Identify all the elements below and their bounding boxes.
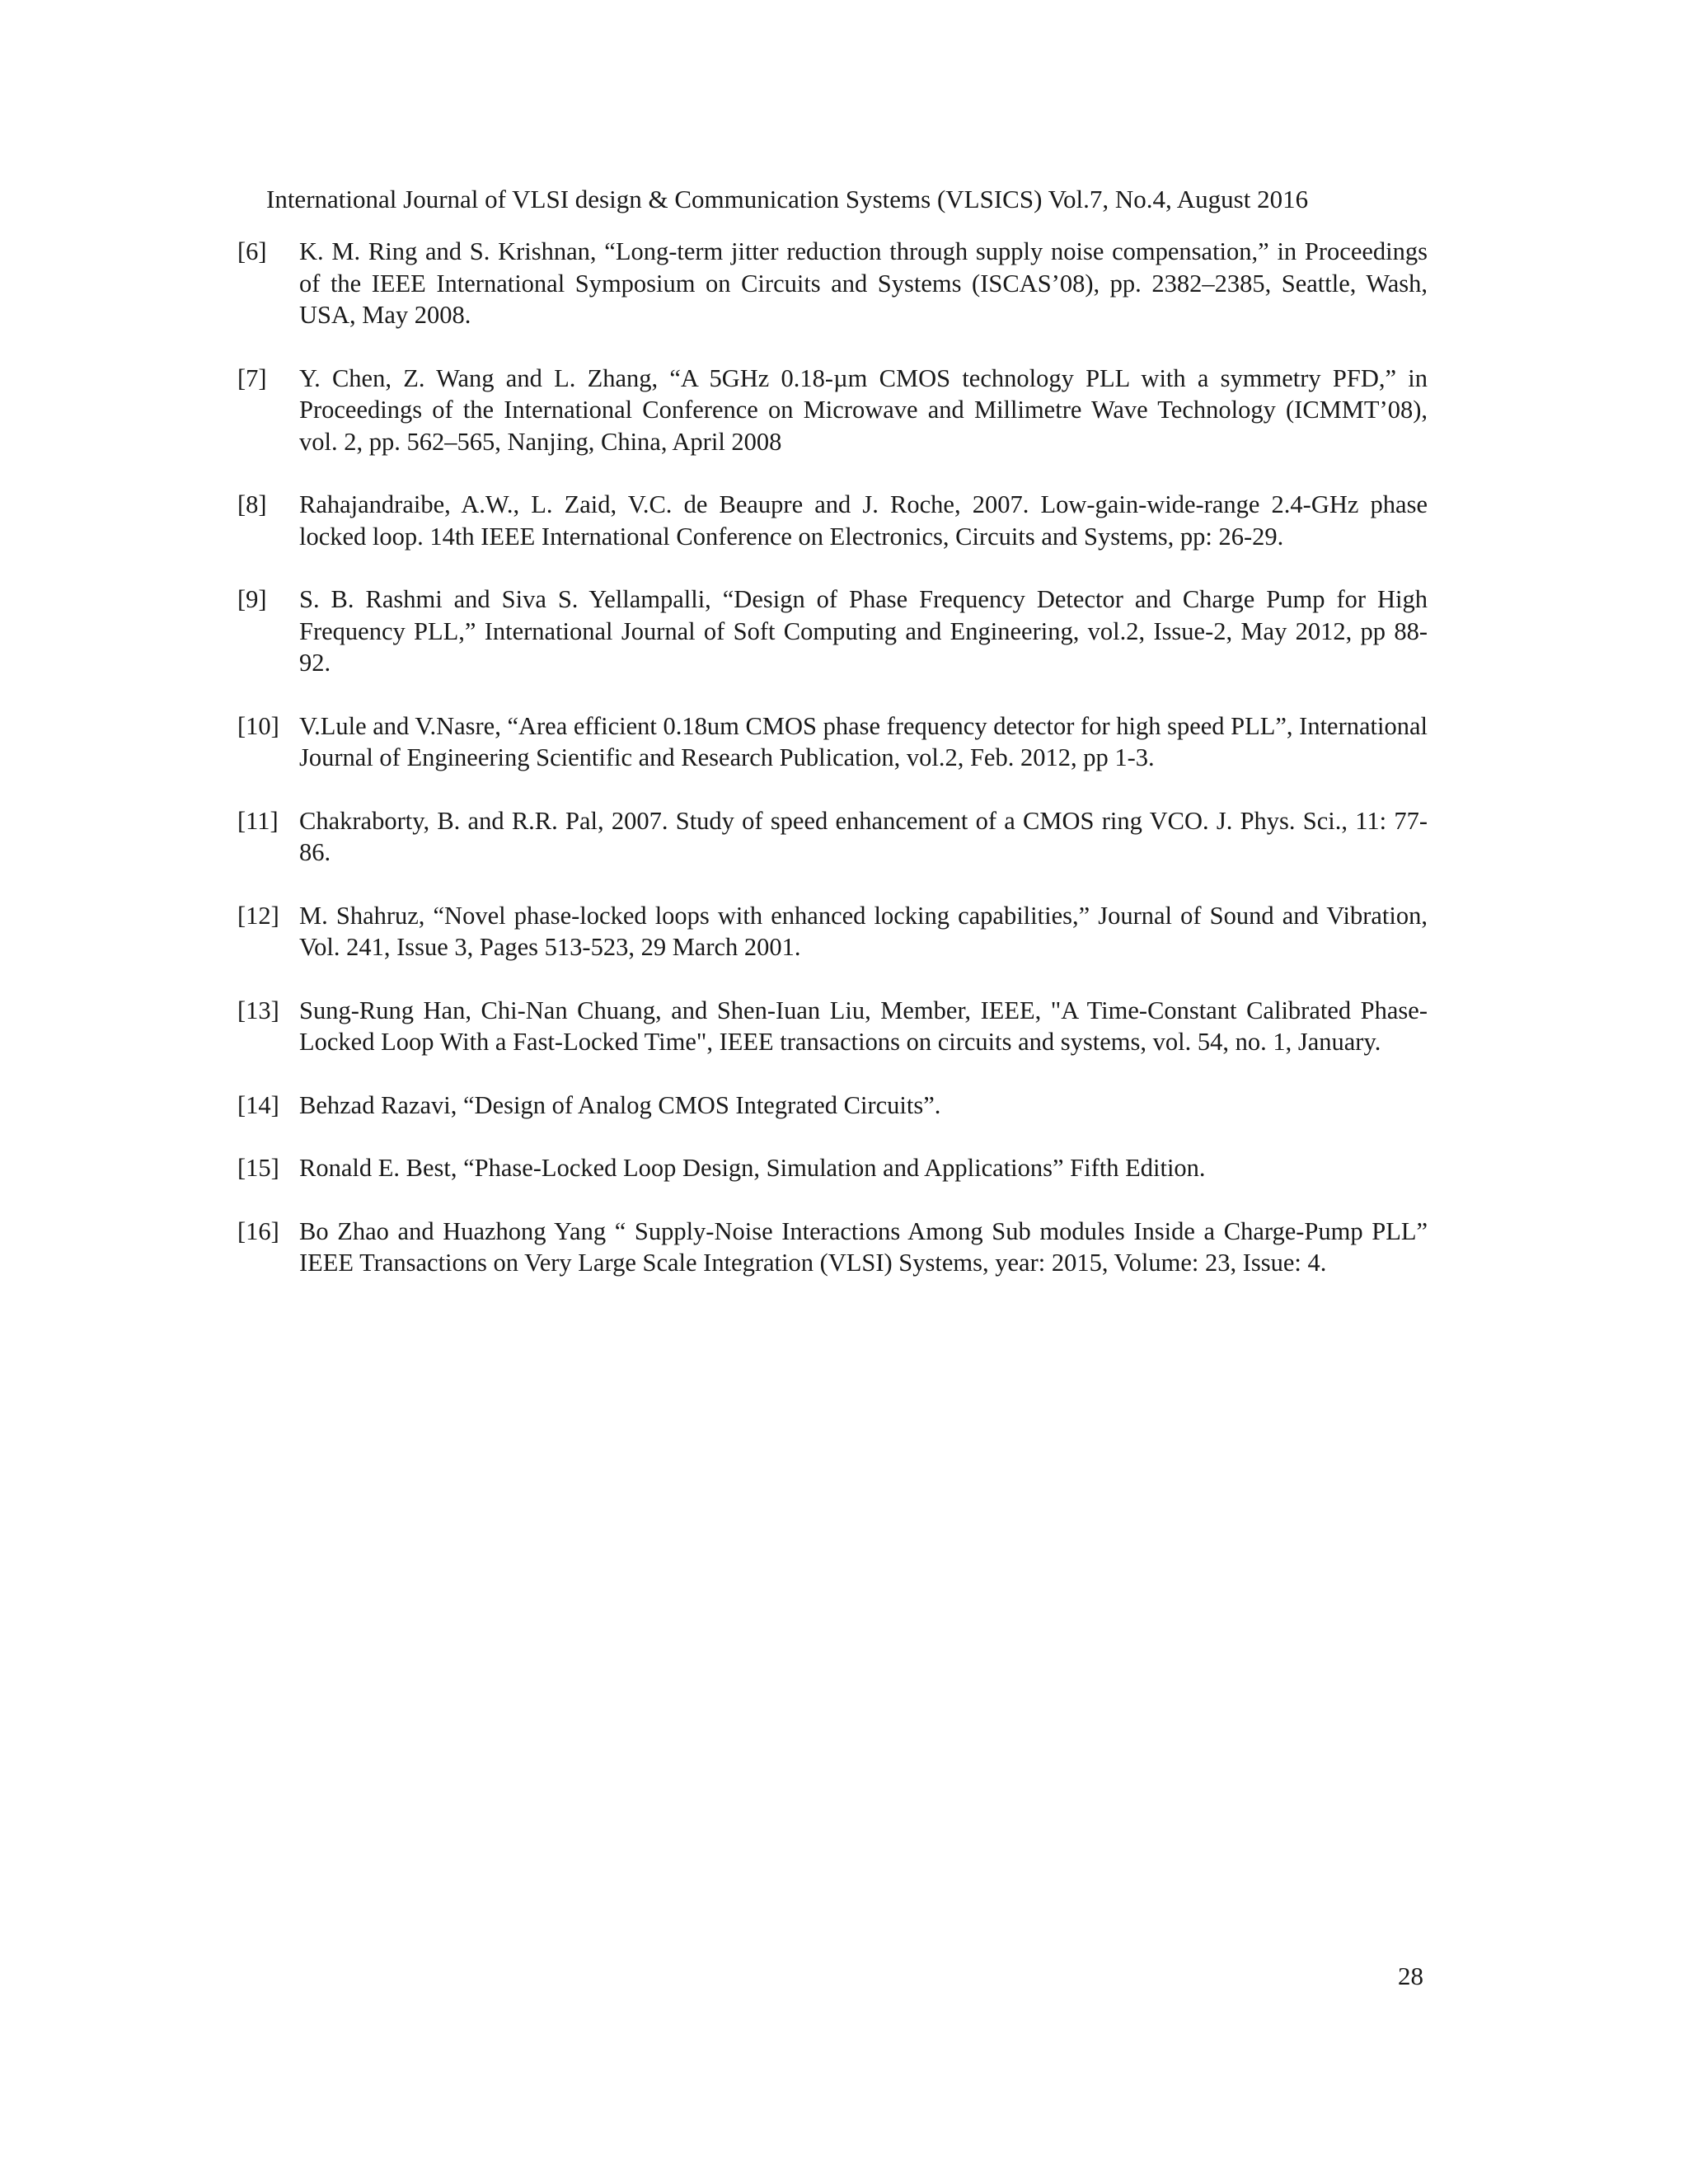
reference-text: V.Lule and V.Nasre, “Area efficient 0.18um CMOS phase frequency detector for high speed PLL”, International Journal of Engineering Scientific and Research Publication, vol.2, Feb. 2012, pp 1-3.: [299, 711, 1428, 771]
reference-text: Ronald E. Best, “Phase-Locked Loop Design, Simulation and Applications” Fifth Edition.: [299, 1154, 1206, 1182]
reference-item: [237, 583, 1428, 679]
reference-number: [13]: [237, 996, 279, 1024]
page-number: 28: [1398, 1961, 1423, 1990]
reference-item: [237, 1152, 1428, 1184]
reference-number: [8]: [237, 490, 267, 518]
reference-number: [9]: [237, 585, 267, 613]
reference-text: Rahajandraibe, A.W., L. Zaid, V.C. de Beaupre and J. Roche, 2007. Low-gain-wide-range 2.4-GHz phase locked loop. 14th IEEE International Conference on Electronics, Circuits and Systems, pp: 26-29.: [299, 490, 1428, 551]
reference-text: Behzad Razavi, “Design of Analog CMOS Integrated Circuits”.: [299, 1090, 941, 1119]
reference-item: [237, 236, 1428, 331]
reference-text: Bo Zhao and Huazhong Yang “ Supply-Noise Interactions Among Sub modules Inside a Charge-Pump PLL” IEEE Transactions on Very Large Scale Integration (VLSI) Systems, year: 2015, Volume: 23, Issue: 4.: [299, 1216, 1428, 1277]
reference-item: [237, 1216, 1428, 1279]
reference-list: [237, 236, 1428, 1310]
reference-text: Y. Chen, Z. Wang and L. Zhang, “A 5GHz 0.18-µm CMOS technology PLL with a symmetry PFD,” in Proceedings of the International Conference on Microwave and Millimetre Wave Technology (ICMMT’08), vol. 2, pp. 562–565, Nanjing, China, April 2008: [299, 363, 1428, 456]
reference-text: S. B. Rashmi and Siva S. Yellampalli, “Design of Phase Frequency Detector and Charge Pump for High Frequency PLL,” International Journal of Soft Computing and Engineering, vol.2, Issue-2, May 2012, pp 88-92.: [299, 585, 1428, 677]
reference-item: [237, 900, 1428, 963]
reference-number: [15]: [237, 1154, 279, 1182]
reference-text: Sung-Rung Han, Chi-Nan Chuang, and Shen-Iuan Liu, Member, IEEE, "A Time-Constant Calibrated Phase-Locked Loop With a Fast-Locked Time", IEEE transactions on circuits and systems, vol. 54, no. 1, January.: [299, 996, 1428, 1056]
reference-number: [12]: [237, 901, 279, 930]
reference-item: [237, 710, 1428, 774]
reference-number: [6]: [237, 237, 267, 265]
reference-text: K. M. Ring and S. Krishnan, “Long-term jitter reduction through supply noise compensation,” in Proceedings of the IEEE International Symposium on Circuits and Systems (ISCAS’08), pp. 2382–2385, Seattle, Wash, USA, May 2008.: [299, 237, 1428, 329]
reference-item: [237, 1090, 1428, 1122]
reference-item: [237, 363, 1428, 458]
reference-item: [237, 805, 1428, 869]
reference-number: [16]: [237, 1216, 279, 1245]
running-header: International Journal of VLSI design & Communication Systems (VLSICS) Vol.7, No.4, August 2016: [266, 185, 1309, 213]
reference-number: [11]: [237, 806, 279, 835]
reference-item: [237, 489, 1428, 552]
reference-item: [237, 995, 1428, 1058]
reference-number: [7]: [237, 363, 267, 392]
reference-text: M. Shahruz, “Novel phase-locked loops with enhanced locking capabilities,” Journal of Sound and Vibration, Vol. 241, Issue 3, Pages 513-523, 29 March 2001.: [299, 901, 1428, 961]
reference-number: [10]: [237, 711, 279, 740]
reference-number: [14]: [237, 1090, 279, 1119]
reference-text: Chakraborty, B. and R.R. Pal, 2007. Study of speed enhancement of a CMOS ring VCO. J. Phys. Sci., 11: 77-86.: [299, 806, 1428, 866]
